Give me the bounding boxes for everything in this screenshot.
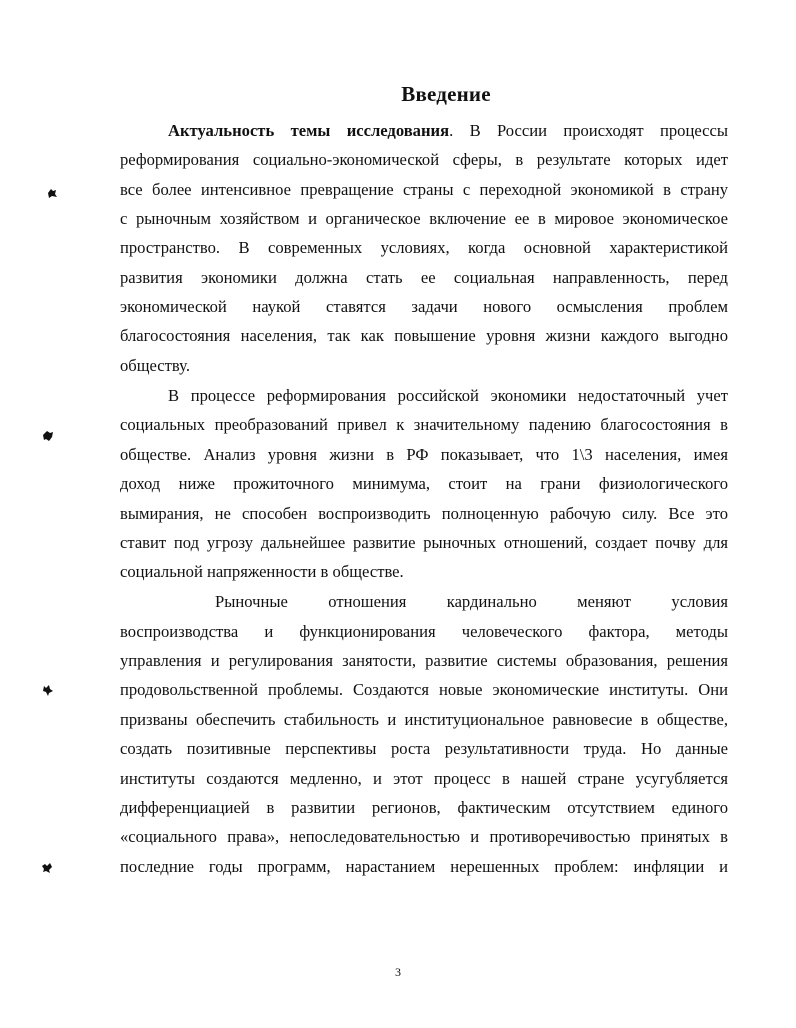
ink-blot-icon: [46, 187, 58, 199]
ink-blot-icon: [42, 430, 54, 442]
text-line: обществу.: [120, 356, 190, 375]
text-line: В процессе реформирования российской экономики недостаточный учет: [168, 386, 728, 405]
text-line: реформирования социально-экономической сферы, в результате которых идет: [120, 150, 728, 169]
text-line: социальных преобразований привел к значительному падению благосостояния в: [120, 415, 728, 434]
text-line: пространство. В современных условиях, когда основной характеристикой: [120, 238, 728, 257]
text-line: воспроизводства и функционирования человеческого фактора, методы: [120, 622, 728, 641]
text-line: «социального права», непоследовательностью и противоречивостью принятых в: [120, 827, 728, 846]
text-line: обществе. Анализ уровня жизни в РФ показывает, что 1\3 населения, имея: [120, 445, 728, 464]
page-title: Введение: [401, 82, 491, 106]
text-line: социальной напряженности в обществе.: [120, 562, 404, 581]
text-line: управления и регулирования занятости, развитие системы образования, решения: [120, 651, 728, 670]
text-line: вымирания, не способен воспроизводить полноценную рабочую силу. Все это: [120, 504, 728, 523]
text-line: экономической наукой ставятся задачи нового осмысления проблем: [120, 297, 728, 316]
page-number: 3: [395, 965, 401, 979]
text-line: доход ниже прожиточного минимума, стоит на грани физиологического: [120, 474, 728, 493]
text-line: с рыночным хозяйством и органическое включение ее в мировое экономическое: [120, 209, 728, 228]
text-line: все более интенсивное превращение страны с переходной экономикой в страну: [120, 180, 728, 199]
text-line: продовольственной проблемы. Создаются новые экономические институты. Они: [120, 680, 728, 699]
text-line: дифференциацией в развитии регионов, фактическим отсутствием единого: [120, 798, 728, 817]
text-line: ставит под угрозу дальнейшее развитие рыночных отношений, создает почву для: [120, 533, 728, 552]
bold-lead: Актуальность темы исследования: [168, 121, 450, 140]
text-line: создать позитивные перспективы роста результативности труда. Но данные: [120, 739, 728, 758]
ink-blot-icon: [42, 684, 54, 696]
text-line: благосостояния населения, так как повышение уровня жизни каждого выгодно: [120, 326, 728, 345]
text-line: развития экономики должна стать ее социальная направленность, перед: [120, 268, 728, 287]
text-line-rest: . В России происходят процессы: [449, 121, 728, 140]
text-line: призваны обеспечить стабильность и институциональное равновесие в обществе,: [120, 710, 728, 729]
text-line: Рыночные отношения кардинально меняют условия: [215, 592, 728, 611]
text-line: [168, 121, 728, 141]
ink-blot-icon: [41, 862, 53, 874]
text-line: институты создаются медленно, и этот процесс в нашей стране усугубляется: [120, 769, 728, 788]
text-line: последние годы программ, нарастанием нерешенных проблем: инфляции и: [120, 857, 728, 876]
